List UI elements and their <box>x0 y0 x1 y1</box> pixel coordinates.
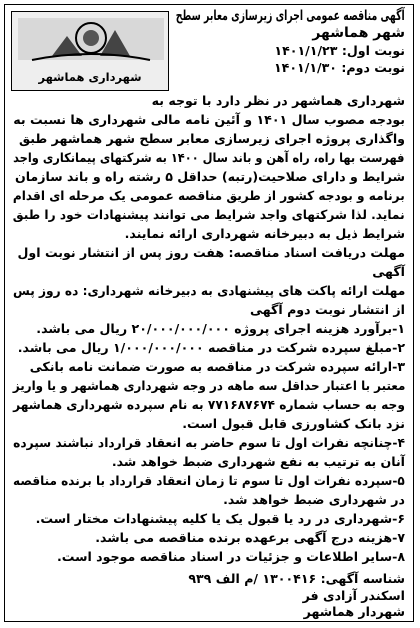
notice-body-line: از انتشار نوبت دوم آگهی <box>250 302 405 317</box>
tender-notice <box>4 4 414 622</box>
notice-body-line: معتبر با اعتبار حداقل سه ماهه در وجه شهرداری هماشهر و یا واریز <box>12 378 405 393</box>
notice-title-continued: شهر هماشهر <box>312 25 405 41</box>
notice-body-line: ۲-مبلغ سپرده شرکت در مناقصه ۱/۰۰۰/۰۰۰/۰۰۰ ریال می باشد. <box>17 340 405 355</box>
notice-body-line: شهرداری هماشهر در نظر دارد با توجه به <box>151 93 405 108</box>
notice-body-line: ۶-شهرداری در رد یا قبول یک یا کلیه پیشنهادات مختار است. <box>35 511 405 526</box>
municipality-logo <box>11 11 169 91</box>
notice-body-line: نماید. لذا شرکتهای واجد شرایط می توانند پیشنهادات خود را طبق <box>13 207 405 222</box>
signer-name: اسکندر آزادی فر <box>302 588 405 603</box>
notice-body-line: برنامه و بودجه کشور از طریق مناقصه عمومی یک مرحله ای اقدام <box>13 188 405 203</box>
notice-body-line: ۱-برآورد هزینه اجرای پروژه ۲۰/۰۰۰/۰۰۰/۰۰۰ ریال می باشد. <box>36 321 405 336</box>
ad-identifier: شناسه آگهی: ۱۳۰۰۴۱۶ /م الف ۹۳۹ <box>188 571 405 586</box>
logo-caption: شهرداری هماشهر <box>38 70 142 84</box>
notice-body-line: بودجه مصوب سال ۱۴۰۱ و آئین نامه مالی شهرداری ها نسبت به <box>13 112 405 127</box>
notice-body-line: فهرست بها راه، راه آهن و باند سال ۱۴۰۰ به شرکتهای پیمانکاری واجد <box>13 150 405 165</box>
notice-body-line: ۳-ارائه سپرده شرکت در مناقصه به صورت ضمانت نامه بانکی <box>29 359 405 374</box>
notice-body-line: مهلت دریافت اسناد مناقصه: هفت روز پس از انتشار نوبت اول <box>17 245 405 260</box>
notice-body-line: شرایط ذیل به دبیرخانه شهرداری ارائه نمایند. <box>124 226 405 241</box>
notice-body-line: وجه به حساب شماره ۷۷۱۶۸۷۶۷۴ به نام سپرده شهرداری هماشهر <box>13 397 405 412</box>
notice-body-line: ۸-سایر اطلاعات و جزئیات در اسناد مناقصه موجود است. <box>56 549 405 564</box>
notice-body-line: نزد بانک کشاورزی قابل قبول است. <box>182 416 405 431</box>
first-publication-date: نوبت اول: ۱۴۰۱/۱/۲۳ <box>274 43 405 58</box>
notice-body-line: در شهرداری ضبط خواهد شد. <box>223 492 405 507</box>
notice-body-line: آگهی <box>372 264 405 279</box>
notice-body-line: آنان به ترتیب به نفع شهرداری ضبط خواهد شد. <box>111 454 405 469</box>
signer-title: شهردار هماشهر <box>303 604 405 619</box>
notice-body-line: شرایط و دارای صلاحیت(رتبه) حداقل ۵ رشته راه و باند سازمان <box>14 169 405 184</box>
notice-body-line: واگذاری پروژه اجرای زیرسازی معابر سطح شهر هماشهر طبق <box>18 131 405 146</box>
second-publication-date: نوبت دوم: ۱۴۰۱/۱/۳۰ <box>273 60 405 75</box>
notice-body-line: ۴-چنانچه نفرات اول تا سوم حاضر به انعقاد قرارداد نباشند سپرده <box>13 435 405 450</box>
notice-body-line: ۵-سپرده نفرات اول تا سوم تا زمان انعقاد قرارداد با برنده مناقصه <box>13 473 405 488</box>
notice-body-line: ۷-هزینه درج آگهی برعهده برنده مناقصه می باشد. <box>95 530 405 545</box>
notice-title: آگهی مناقصه عمومی اجرای زیرسازی معابر سطح <box>176 8 405 24</box>
notice-body-line: مهلت ارائه پاکت های پیشنهادی به دبیرخانه شهرداری: ده روز پس <box>12 283 405 298</box>
